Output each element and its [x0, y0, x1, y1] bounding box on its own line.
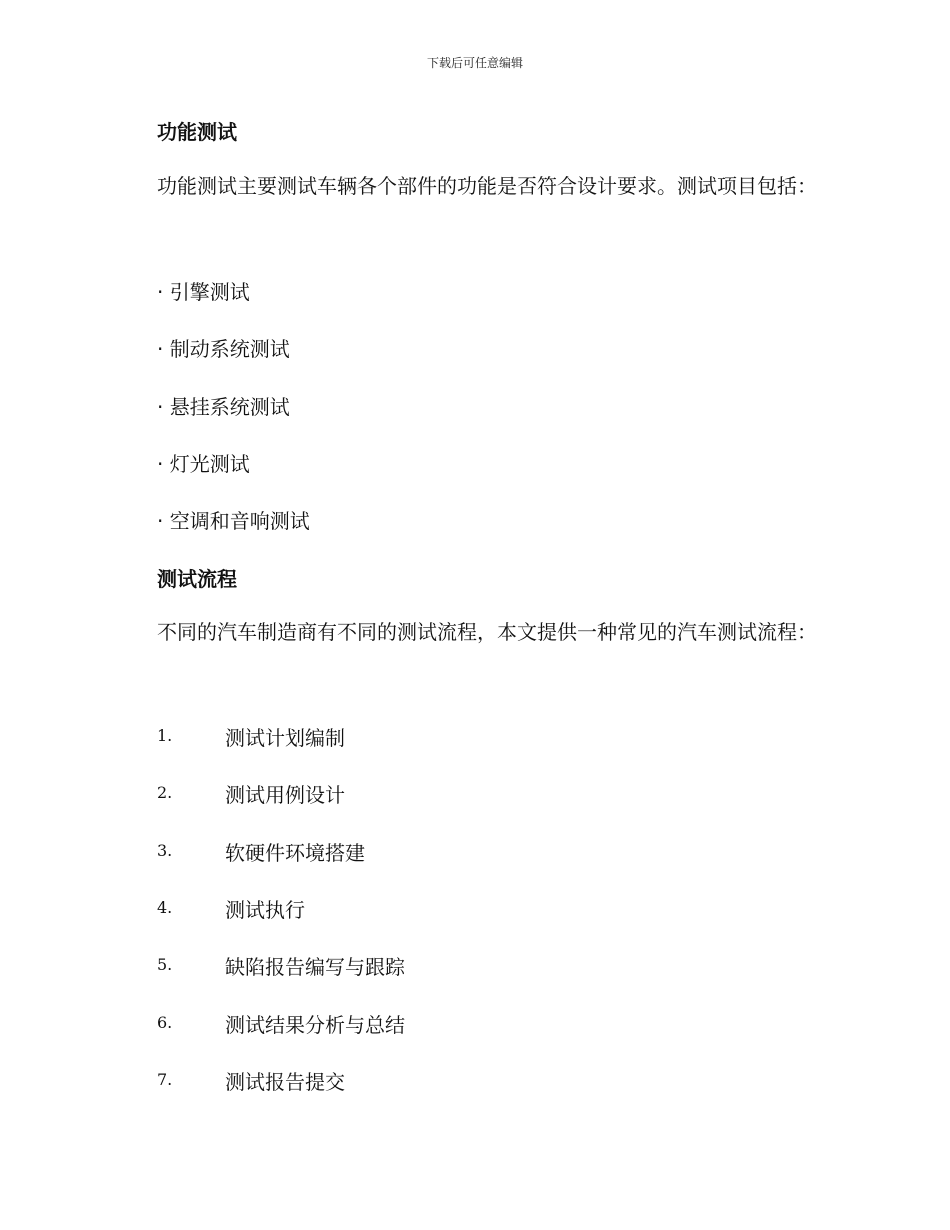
step-number: 4. [157, 898, 173, 917]
step-text: 测试计划编制 [225, 726, 345, 750]
bullet-item: · 灯光测试 [157, 452, 250, 476]
page-header: 下载后可任意编辑 [426, 56, 523, 70]
step-number: 2. [157, 783, 173, 802]
bullet-item: · 制动系统测试 [157, 337, 290, 361]
section-heading-test-process: 测试流程 [157, 567, 237, 591]
paragraph-test-process: 不同的汽车制造商有不同的测试流程，本文提供一种常见的汽车测试流程： [157, 620, 817, 644]
step-text: 测试用例设计 [225, 783, 345, 807]
step-number: 1. [157, 726, 173, 745]
step-text: 测试报告提交 [225, 1070, 345, 1094]
step-number: 5. [157, 955, 173, 974]
step-number: 3. [157, 841, 173, 860]
step-number: 6. [157, 1013, 173, 1032]
section-heading-functional-test: 功能测试 [157, 120, 237, 144]
bullet-item: · 悬挂系统测试 [157, 395, 290, 419]
bullet-item: · 引擎测试 [157, 280, 250, 304]
step-number: 7. [157, 1070, 173, 1089]
step-text: 缺陷报告编写与跟踪 [225, 955, 405, 979]
bullet-item: · 空调和音响测试 [157, 509, 310, 533]
step-text: 测试结果分析与总结 [225, 1013, 405, 1037]
step-text: 软硬件环境搭建 [225, 841, 365, 865]
step-text: 测试执行 [225, 898, 305, 922]
paragraph-functional-test: 功能测试主要测试车辆各个部件的功能是否符合设计要求。测试项目包括： [157, 174, 817, 198]
